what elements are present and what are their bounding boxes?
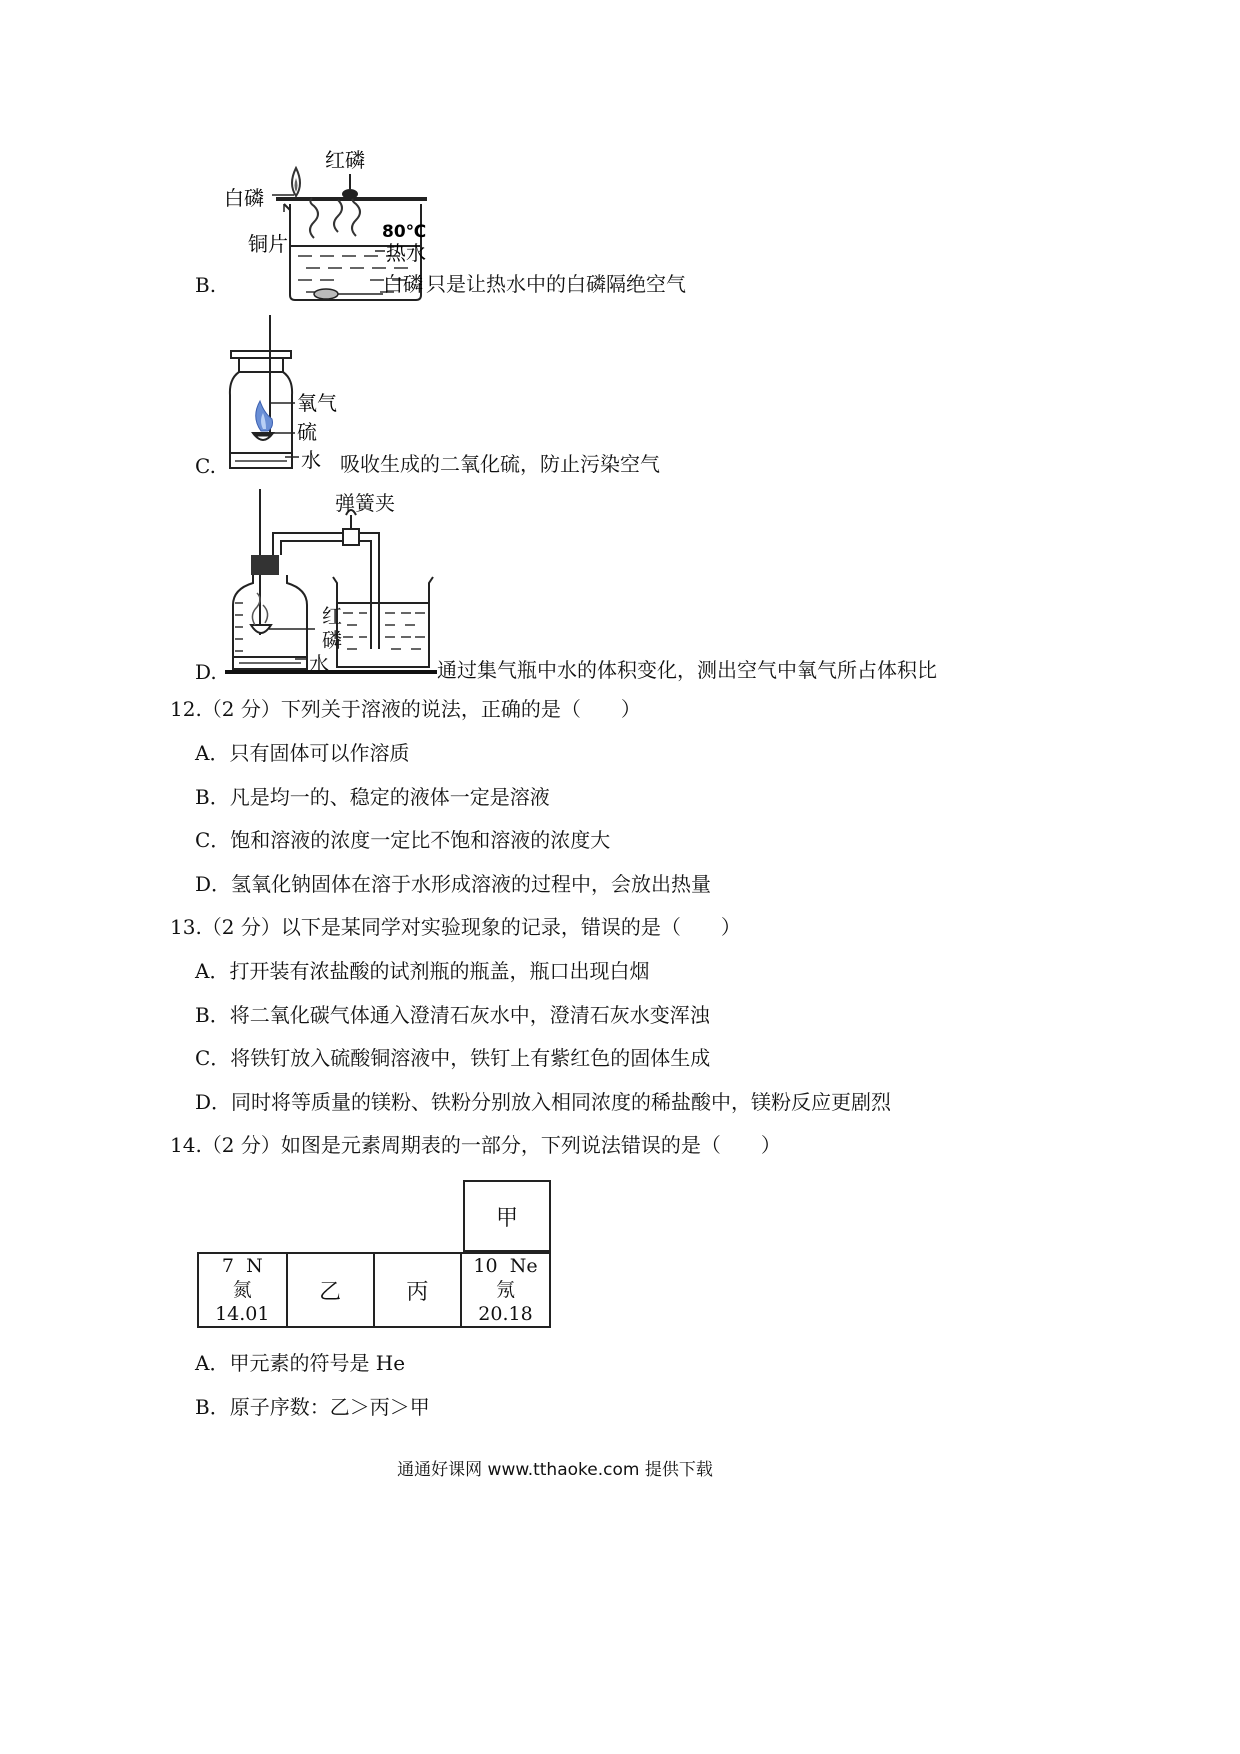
periodic-table-top xyxy=(463,1180,551,1252)
question-12-option-c: C．饱和溶液的浓度一定比不饱和溶液的浓度大 xyxy=(195,828,611,852)
neon-symbol: Ne xyxy=(509,1255,538,1277)
label-temperature: 80℃ xyxy=(382,222,427,242)
neon-number: 10 xyxy=(473,1255,498,1277)
question-14-stem: 14.（2 分）如图是元素周期表的一部分，下列说法错误的是（ ） xyxy=(170,1133,781,1157)
question-13-option-a: A．打开装有浓盐酸的试剂瓶的瓶盖，瓶口出现白烟 xyxy=(195,959,650,983)
option-b-letter: B. xyxy=(195,273,217,297)
periodic-table-row xyxy=(197,1252,551,1328)
question-12-option-b: B．凡是均一的、稳定的液体一定是溶液 xyxy=(195,785,550,809)
option-c-figure xyxy=(225,315,355,475)
label-red-phosphorus: 红磷 xyxy=(325,150,365,172)
nitrogen-name: 氮 xyxy=(232,1279,252,1301)
label-white-phosphorus-top: 白磷 xyxy=(224,186,264,210)
label-oxygen: 氧气 xyxy=(297,391,337,415)
option-c-statement: 吸收生成的二氧化硫，防止污染空气 xyxy=(340,452,660,476)
option-d-statement: 通过集气瓶中水的体积变化，测出空气中氧气所占体积比 xyxy=(437,658,937,682)
question-13-option-b: B．将二氧化碳气体通入澄清石灰水中，澄清石灰水变浑浊 xyxy=(195,1003,710,1027)
sulfur-burning-bottle xyxy=(225,315,355,475)
cell-nitrogen xyxy=(198,1253,287,1327)
label-phosphorus-d: 磷 xyxy=(322,628,342,652)
option-b-statement: 只是让热水中的白磷隔绝空气 xyxy=(426,272,686,296)
option-c-letter: C. xyxy=(195,454,216,478)
neon-name: 氖 xyxy=(495,1279,515,1301)
question-13-option-d: D．同时将等质量的镁粉、铁粉分别放入相同浓度的稀盐酸中，镁粉反应更剧烈 xyxy=(195,1090,892,1114)
label-water-c: 水 xyxy=(301,448,321,472)
label-water-d: 水 xyxy=(309,652,329,676)
question-12-option-d: D．氢氧化钠固体在溶于水形成溶液的过程中，会放出热量 xyxy=(195,872,712,896)
question-13-option-c: C．将铁钉放入硫酸铜溶液中，铁钉上有紫红色的固体生成 xyxy=(195,1046,711,1070)
label-copper-plate: 铜片 xyxy=(248,232,288,256)
cell-jia: 甲 xyxy=(464,1181,550,1251)
option-d-letter: D. xyxy=(195,660,217,684)
page-footer: 通通好课网 www.tthaoke.com 提供下载 xyxy=(397,1460,713,1480)
question-13-stem: 13.（2 分）以下是某同学对实验现象的记录，错误的是（ ） xyxy=(170,915,741,939)
cell-neon xyxy=(461,1253,550,1327)
label-hot-water: 热水 xyxy=(386,241,426,265)
nitrogen-symbol: N xyxy=(246,1255,263,1277)
label-spring-clamp: 弹簧夹 xyxy=(335,491,395,515)
nitrogen-mass: 14.01 xyxy=(215,1303,270,1325)
question-12-stem: 12.（2 分）下列关于溶液的说法，正确的是（ ） xyxy=(170,697,641,721)
nitrogen-number: 7 xyxy=(221,1255,234,1277)
question-14-option-a: A．甲元素的符号是 He xyxy=(195,1351,406,1375)
label-sulfur: 硫 xyxy=(297,420,317,444)
question-12-option-a: A．只有固体可以作溶质 xyxy=(195,741,410,765)
neon-mass: 20.18 xyxy=(478,1303,533,1325)
cell-yi: 乙 xyxy=(287,1253,374,1327)
cell-bing: 丙 xyxy=(374,1253,461,1327)
label-red-d: 红 xyxy=(322,604,342,628)
label-white-phosphorus-bottom: 白磷 xyxy=(383,272,423,296)
question-14-option-b: B．原子序数：乙＞丙＞甲 xyxy=(195,1395,430,1419)
